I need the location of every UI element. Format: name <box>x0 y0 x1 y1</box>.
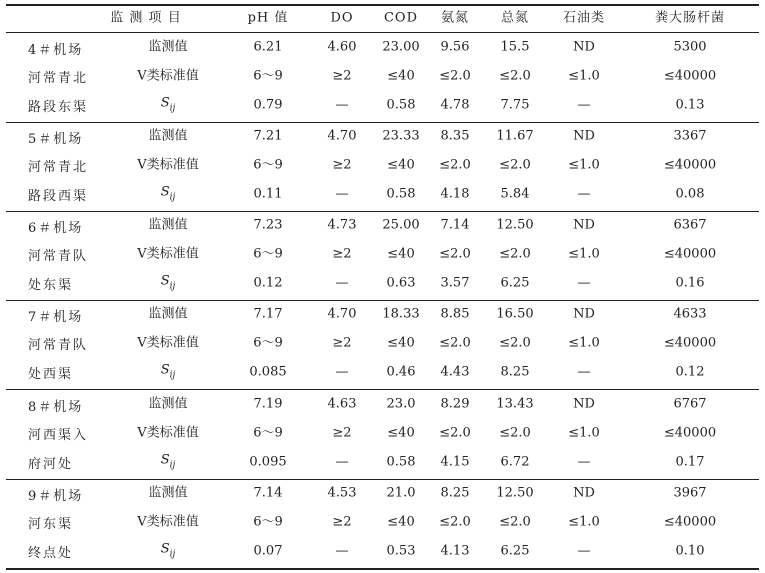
table-cell: 6～9 <box>253 68 283 84</box>
table-cell: ≤40000 <box>663 335 717 351</box>
table-cell: — <box>335 364 349 380</box>
row-label-measured: 监测值 <box>148 217 188 233</box>
column-header: 总氮 <box>500 10 530 26</box>
table-cell: ≤40 <box>387 246 415 262</box>
table-cell: — <box>335 454 349 470</box>
table-cell: ≤40 <box>387 335 415 351</box>
sij-subscript: ij <box>169 460 176 471</box>
row-label-measured: 监测值 <box>148 128 188 144</box>
row-label-sij <box>161 364 176 381</box>
column-header: 石油类 <box>562 10 606 26</box>
table-cell: ≤2.0 <box>439 425 471 441</box>
site-name-line: 8＃机场 <box>28 400 84 415</box>
table-cell: 6767 <box>673 396 707 412</box>
table-cell: 0.13 <box>675 97 705 113</box>
column-header: 监 测 项 目 <box>110 10 182 26</box>
table-cell: 21.0 <box>386 485 416 501</box>
row-label-standard: Ⅴ类标准值 <box>137 335 199 351</box>
site-name-line: 6＃机场 <box>28 221 84 236</box>
table-cell: 13.43 <box>496 396 534 412</box>
site-name-line: 河东渠 <box>28 517 74 532</box>
table-cell: 4.18 <box>440 186 470 202</box>
site-name-line: 5＃机场 <box>28 132 84 147</box>
table-cell: ND <box>573 39 595 55</box>
table-cell: ≤1.0 <box>568 425 600 441</box>
table-cell: 0.11 <box>253 186 283 202</box>
table-cell: 7.23 <box>253 217 283 233</box>
column-header: pH 值 <box>247 10 289 26</box>
table-cell: ≤40 <box>387 68 415 84</box>
site-name-line: 河常青队 <box>28 338 89 353</box>
site-name-line: 河常青北 <box>28 160 89 175</box>
table-cell: 15.5 <box>500 39 530 55</box>
column-header: COD <box>383 10 419 26</box>
table-cell: ≤40000 <box>663 157 717 173</box>
table-cell: ≤1.0 <box>568 246 600 262</box>
table-cell: 23.0 <box>386 396 416 412</box>
row-label-standard: Ⅴ类标准值 <box>137 246 199 262</box>
table-cell: — <box>577 186 591 202</box>
table-cell: 3367 <box>673 128 707 144</box>
table-cell: — <box>577 275 591 291</box>
table-cell: ≤2.0 <box>439 68 471 84</box>
table-cell: 11.67 <box>496 128 534 144</box>
table-bottom-rule <box>6 568 759 570</box>
table-cell: 0.58 <box>386 454 416 470</box>
table-cell: ≤2.0 <box>499 157 531 173</box>
row-label-sij <box>161 186 176 203</box>
group-separator-rule <box>6 300 759 301</box>
header-bottom-rule <box>6 32 759 33</box>
table-cell: ≤2.0 <box>499 68 531 84</box>
table-cell: 8.25 <box>500 364 530 380</box>
table-cell: — <box>335 275 349 291</box>
table-cell: 0.58 <box>386 186 416 202</box>
table-cell: 0.12 <box>253 275 283 291</box>
table-cell: 3967 <box>673 485 707 501</box>
row-label-measured: 监测值 <box>148 396 188 412</box>
table-cell: 0.10 <box>675 543 705 559</box>
table-cell: ≤2.0 <box>499 514 531 530</box>
table-cell: 6.21 <box>253 39 283 55</box>
row-label-sij <box>161 543 176 560</box>
table-cell: 0.79 <box>253 97 283 113</box>
column-header: 氨氮 <box>440 10 470 26</box>
column-header: DO <box>330 10 354 26</box>
table-cell: 0.53 <box>386 543 416 559</box>
row-label-sij <box>161 275 176 292</box>
table-cell: ≤1.0 <box>568 157 600 173</box>
site-name-line: 4＃机场 <box>28 43 84 58</box>
table-cell: 0.08 <box>675 186 705 202</box>
table-cell: ≥2 <box>332 157 352 173</box>
table-cell: 4.60 <box>327 39 357 55</box>
table-cell: 0.63 <box>386 275 416 291</box>
site-name-line: 河西渠入 <box>28 428 89 443</box>
table-cell: 16.50 <box>496 306 534 322</box>
sij-subscript: ij <box>169 370 176 381</box>
table-cell: ≥2 <box>332 246 352 262</box>
table-cell: 7.14 <box>253 485 283 501</box>
table-cell: ≥2 <box>332 335 352 351</box>
table-cell: ≤1.0 <box>568 514 600 530</box>
group-separator-rule <box>6 389 759 390</box>
table-cell: ≤40 <box>387 514 415 530</box>
table-top-rule <box>6 4 759 6</box>
table-cell: 25.00 <box>382 217 420 233</box>
table-cell: ND <box>573 128 595 144</box>
table-cell: ND <box>573 306 595 322</box>
table-cell: ≤40 <box>387 157 415 173</box>
table-cell: 0.46 <box>386 364 416 380</box>
table-cell: ≤2.0 <box>439 246 471 262</box>
table-cell: ≤40000 <box>663 425 717 441</box>
table-cell: 0.095 <box>249 454 287 470</box>
table-cell: 4.73 <box>327 217 357 233</box>
table-cell: 6～9 <box>253 157 283 173</box>
site-name-line: 7＃机场 <box>28 310 84 325</box>
table-cell: 6～9 <box>253 246 283 262</box>
site-name-line: 路段西渠 <box>28 189 89 204</box>
table-cell: ≤2.0 <box>439 157 471 173</box>
table-cell: 7.14 <box>440 217 470 233</box>
table-cell: 4.78 <box>440 97 470 113</box>
row-label-standard: Ⅴ类标准值 <box>137 425 199 441</box>
group-separator-rule <box>6 122 759 123</box>
sij-symbol: S <box>160 362 170 378</box>
table-cell: 12.50 <box>496 217 534 233</box>
table-cell: ≤40000 <box>663 246 717 262</box>
table-cell: 9.56 <box>440 39 470 55</box>
table-cell: 8.85 <box>440 306 470 322</box>
table-cell: — <box>577 543 591 559</box>
table-cell: 6.25 <box>500 275 530 291</box>
column-header: 粪大肠杆菌 <box>654 10 726 26</box>
table-cell: 7.19 <box>253 396 283 412</box>
table-cell: ≤40 <box>387 425 415 441</box>
table-cell: 6～9 <box>253 335 283 351</box>
table-cell: 4.63 <box>327 396 357 412</box>
group-separator-rule <box>6 479 759 480</box>
table-cell: 18.33 <box>382 306 420 322</box>
row-label-standard: Ⅴ类标准值 <box>137 514 199 530</box>
table-cell: ≤2.0 <box>499 246 531 262</box>
table-cell: 23.33 <box>382 128 420 144</box>
table-cell: — <box>577 364 591 380</box>
table-cell: 3.57 <box>440 275 470 291</box>
table-cell: 6.72 <box>500 454 530 470</box>
row-label-measured: 监测值 <box>148 306 188 322</box>
table-cell: 4.43 <box>440 364 470 380</box>
sij-symbol: S <box>160 95 170 111</box>
table-cell: — <box>577 454 591 470</box>
table-cell: ND <box>573 217 595 233</box>
sij-symbol: S <box>160 184 170 200</box>
table-cell: ≥2 <box>332 425 352 441</box>
monitoring-data-table <box>6 4 759 566</box>
table-cell: 7.75 <box>500 97 530 113</box>
table-cell: ≤2.0 <box>499 425 531 441</box>
table-cell: 6～9 <box>253 514 283 530</box>
sij-symbol: S <box>160 541 170 557</box>
table-cell: ≤1.0 <box>568 68 600 84</box>
site-name-line: 河常青队 <box>28 249 89 264</box>
row-label-sij <box>161 454 176 471</box>
table-cell: — <box>577 97 591 113</box>
table-cell: 0.12 <box>675 364 705 380</box>
sij-symbol: S <box>160 273 170 289</box>
table-cell: ≤40000 <box>663 514 717 530</box>
table-cell: 23.00 <box>382 39 420 55</box>
table-cell: 8.25 <box>440 485 470 501</box>
table-cell: 6367 <box>673 217 707 233</box>
table-cell: 7.21 <box>253 128 283 144</box>
table-cell: 8.35 <box>440 128 470 144</box>
table-cell: 12.50 <box>496 485 534 501</box>
row-label-standard: Ⅴ类标准值 <box>137 68 199 84</box>
site-name-line: 终点处 <box>28 546 74 561</box>
site-name-line: 河常青北 <box>28 71 89 86</box>
table-cell: 4.70 <box>327 128 357 144</box>
table-cell: ≤2.0 <box>439 514 471 530</box>
table-cell: 0.17 <box>675 454 705 470</box>
sij-subscript: ij <box>169 281 176 292</box>
table-cell: 4.13 <box>440 543 470 559</box>
table-cell: 8.29 <box>440 396 470 412</box>
table-cell: 6.25 <box>500 543 530 559</box>
sij-subscript: ij <box>169 549 176 560</box>
table-cell: 6～9 <box>253 425 283 441</box>
site-name-line: 处西渠 <box>28 367 74 382</box>
table-cell: 4.15 <box>440 454 470 470</box>
site-name-line: 9＃机场 <box>28 489 84 504</box>
table-cell: ≤2.0 <box>439 335 471 351</box>
table-cell: ≤40000 <box>663 68 717 84</box>
sij-subscript: ij <box>169 192 176 203</box>
group-separator-rule <box>6 211 759 212</box>
sij-subscript: ij <box>169 103 176 114</box>
table-cell: 0.07 <box>253 543 283 559</box>
site-name-line: 路段东渠 <box>28 100 89 115</box>
site-name-line: 府河处 <box>28 457 74 472</box>
table-cell: ≥2 <box>332 68 352 84</box>
table-cell: ND <box>573 485 595 501</box>
row-label-measured: 监测值 <box>148 39 188 55</box>
table-cell: ≥2 <box>332 514 352 530</box>
row-label-measured: 监测值 <box>148 485 188 501</box>
table-cell: 5300 <box>673 39 707 55</box>
table-cell: 0.16 <box>675 275 705 291</box>
sij-symbol: S <box>160 452 170 468</box>
table-cell: 0.085 <box>249 364 287 380</box>
table-cell: 0.58 <box>386 97 416 113</box>
table-cell: — <box>335 186 349 202</box>
table-cell: 7.17 <box>253 306 283 322</box>
table-cell: ≤2.0 <box>499 335 531 351</box>
table-cell: ND <box>573 396 595 412</box>
table-cell: ≤1.0 <box>568 335 600 351</box>
row-label-standard: Ⅴ类标准值 <box>137 157 199 173</box>
table-cell: 4.53 <box>327 485 357 501</box>
table-cell: 4.70 <box>327 306 357 322</box>
table-cell: — <box>335 543 349 559</box>
table-cell: 5.84 <box>500 186 530 202</box>
site-name-line: 处东渠 <box>28 278 74 293</box>
row-label-sij <box>161 97 176 114</box>
table-cell: 4633 <box>673 306 707 322</box>
table-cell: — <box>335 97 349 113</box>
